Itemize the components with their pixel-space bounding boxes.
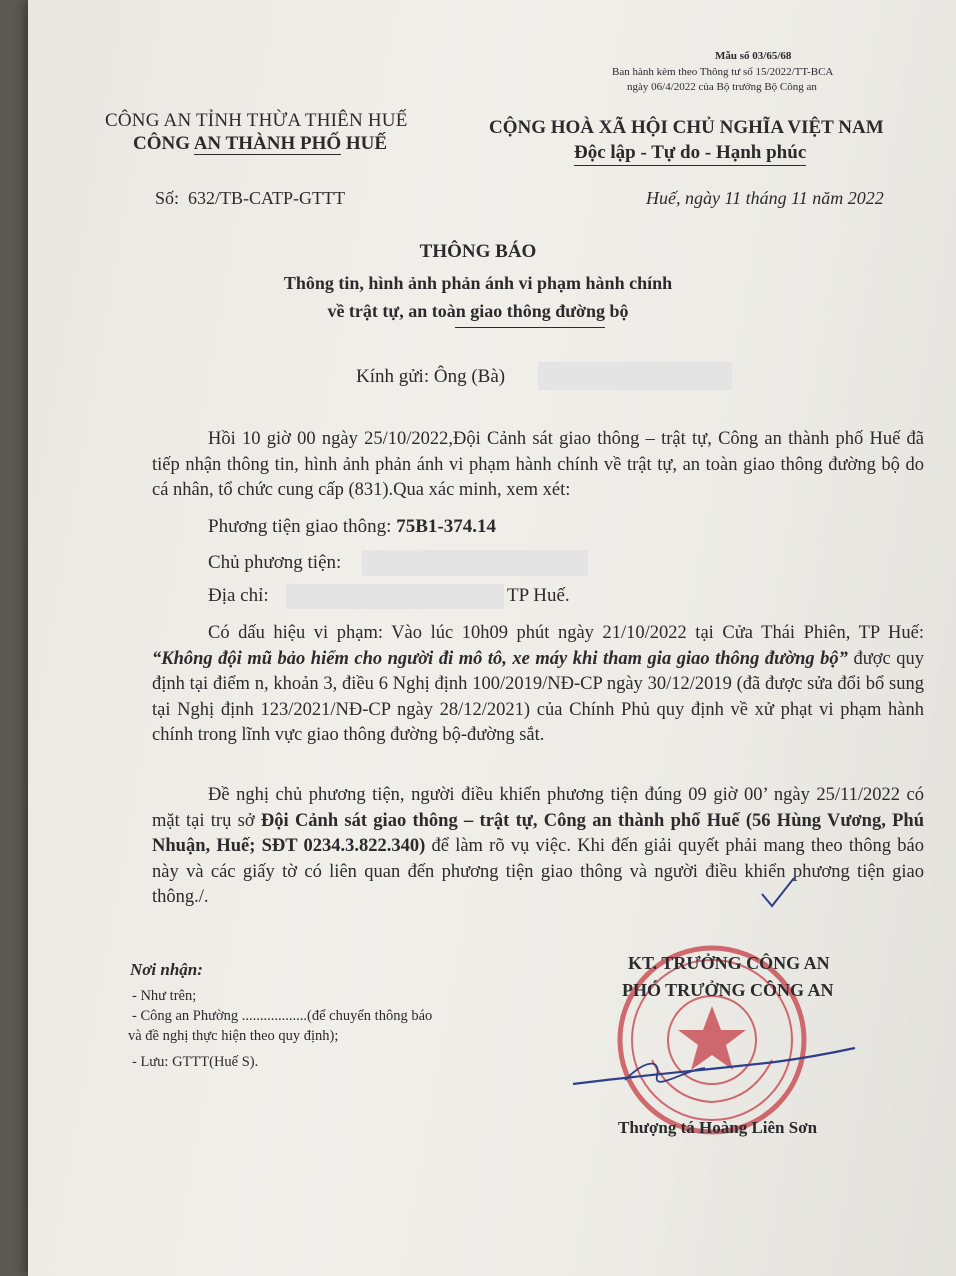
org-parent: CÔNG AN TỈNH THỪA THIÊN HUẾ	[105, 110, 408, 131]
document-number: Số: 632/TB-CATP-GTTT	[155, 188, 346, 208]
recipient-item: - Như trên;	[132, 988, 197, 1004]
form-number: Mẫu số 03/65/68	[715, 50, 792, 62]
form-issued-line-2: ngày 06/4/2022 của Bộ trưởng Bộ Công an	[627, 81, 817, 93]
signature-title-1: KT. TRƯỞNG CÔNG AN	[628, 953, 830, 973]
violation-description: “Không đội mũ bảo hiểm cho người đi mô tô, xe máy khi tham gia giao thông đường bộ”	[152, 648, 848, 669]
vehicle-plate: 75B1-374.14	[396, 516, 496, 537]
notice-title: THÔNG BÁO	[419, 241, 537, 262]
vehicle-line: Phương tiện giao thông: 75B1-374.14	[208, 516, 496, 537]
address-city: TP Huế.	[507, 585, 570, 606]
nation-motto: Độc lập - Tự do - Hạnh phúc	[574, 142, 806, 166]
place-date: Huế, ngày 11 tháng 11 năm 2022	[646, 188, 884, 208]
address-label: Địa chỉ:	[208, 585, 269, 606]
notice-subtitle-2: về trật tự, an toàn giao thông đường bộ	[327, 301, 629, 321]
violation-paragraph: Có dấu hiệu vi phạm: Vào lúc 10h09 phút ngày 21/10/2022 tại Cửa Thái Phiên, TP Huế: “Không đội mũ bảo hiểm cho người đi mô tô, xe máy khi tham gia giao thông đường bộ” được quy định tại điểm n, khoản 3, điều 6 Nghị định 100/2019/NĐ-CP ngày 30/12/2019 (đã được sửa đổi bổ sung tại Nghị định 123/2021/NĐ-CP ngày 28/12/2021) của Chính Phủ quy định về xử phạt vi phạm hành chính trong lĩnh vực giao thông đường bộ-đường sắt.	[152, 623, 924, 745]
intro-paragraph: Hồi 10 giờ 00 ngày 25/10/2022,Đội Cảnh sát giao thông – trật tự, Công an thành phố Huế đã tiếp nhận thông tin, hình ảnh phản ánh vi phạm hành chính về trật tự, an toàn giao thông đường bộ do cá nhân, tổ chức cung cấp (831).Qua xác minh, xem xét:	[152, 429, 924, 500]
recipient-item: và đề nghị thực hiện theo quy định);	[128, 1028, 339, 1044]
redacted-recipient	[538, 362, 732, 390]
signature-title-2: PHÓ TRƯỞNG CÔNG AN	[622, 980, 834, 1000]
redacted-address	[286, 584, 504, 609]
handwritten-signature	[565, 1040, 865, 1100]
recipient-item: - Công an Phường ..................(để chuyển thông báo	[132, 1008, 433, 1024]
check-mark	[758, 872, 798, 912]
form-issued-line-1: Ban hành kèm theo Thông tư số 15/2022/TT-BCA	[612, 66, 834, 78]
notice-subtitle-1: Thông tin, hình ảnh phản ánh vi phạm hành chính	[283, 273, 673, 293]
recipient-label: Kính gửi: Ông (Bà)	[356, 366, 506, 387]
recipient-item: - Lưu: GTTT(Huế S).	[132, 1054, 259, 1070]
recipients-heading: Nơi nhận:	[130, 960, 203, 979]
signer-name: Thượng tá Hoàng Liên Sơn	[618, 1118, 818, 1137]
title-underline	[455, 327, 605, 328]
owner-label: Chủ phương tiện:	[208, 552, 342, 573]
org-name: CÔNG AN THÀNH PHỐ HUẾ	[133, 133, 388, 154]
nation-title: CỘNG HOÀ XÃ HỘI CHỦ NGHĨA VIỆT NAM	[489, 117, 884, 138]
redacted-owner	[362, 550, 588, 576]
request-paragraph: Đề nghị chủ phương tiện, người điều khiển phương tiện đúng 09 giờ 00’ ngày 25/11/2022 có mặt tại trụ sở Đội Cảnh sát giao thông – trật tự, Công an thành phố Huế (56 Hùng Vương, Phú Nhuận, Huế; SĐT 0234.3.822.340) để làm rõ vụ việc. Khi đến giải quyết phải mang theo thông báo này và các giấy tờ có liên quan đến phương tiện giao thông và người điều khiển phương tiện giao thông./.	[152, 785, 925, 907]
